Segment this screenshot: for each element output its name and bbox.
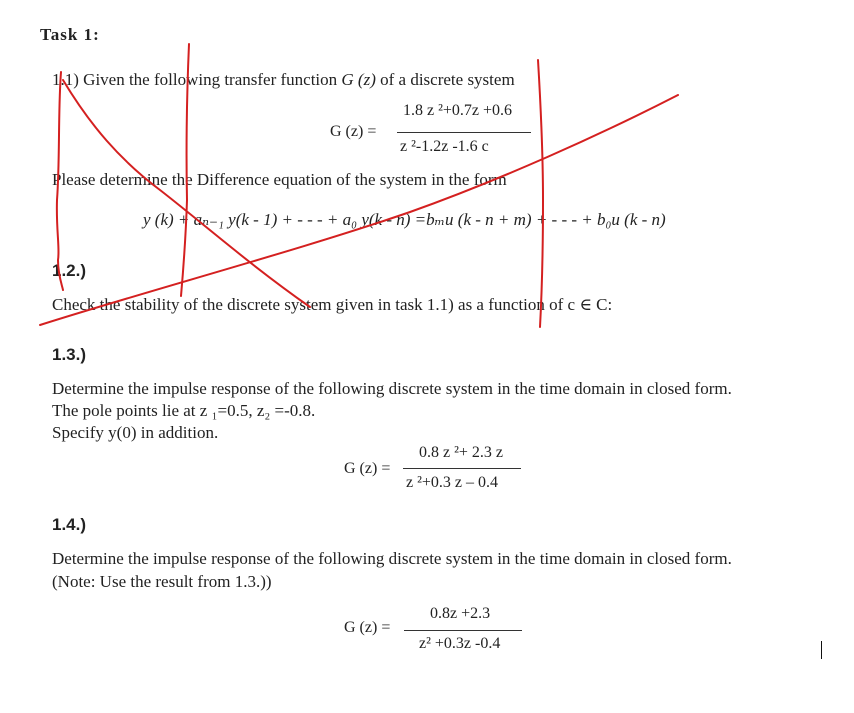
s14-heading: 1.4.) bbox=[52, 515, 87, 534]
s13-denominator: z ²+0.3 z – 0.4 bbox=[406, 474, 499, 491]
s11-difference-equation: y (k) + aₙ₋₁ y(k - 1) + - - - + a₀ y(k - n) =bₘu (k - n + m) + - - - + b₀u (k - n) bbox=[143, 210, 666, 229]
s11-gz: G (z) bbox=[341, 70, 376, 89]
s14-lhs: G (z) = bbox=[344, 619, 391, 636]
s11-intro-end: of a discrete system bbox=[380, 70, 515, 89]
pen-stroke-right-vertical bbox=[538, 60, 543, 327]
pen-stroke-left-vertical bbox=[57, 72, 63, 290]
s14-line2: (Note: Use the result from 1.3.)) bbox=[52, 572, 272, 591]
s12-text: Check the stability of the discrete system given in task 1.1) as a function of c ∈ C: bbox=[52, 295, 613, 314]
s14-numerator: 0.8z +2.3 bbox=[430, 605, 491, 622]
s11-intro-text: 1.1) Given the following transfer function bbox=[52, 70, 338, 89]
s14-line1: Determine the impulse response of the following discrete system in the time domain in closed form. bbox=[52, 549, 732, 568]
s11-numerator: 1.8 z ²+0.7z +0.6 bbox=[403, 102, 513, 119]
s13-line3: Specify y(0) in addition. bbox=[52, 423, 219, 442]
s13-lhs: G (z) = bbox=[344, 460, 391, 477]
pen-stroke-center-vertical bbox=[181, 44, 189, 296]
s11-instruction: Please determine the Difference equation of the system in the form bbox=[52, 170, 507, 189]
s13-line1: Determine the impulse response of the following discrete system in the time domain in closed form. bbox=[52, 379, 732, 398]
s13-heading: 1.3.) bbox=[52, 345, 87, 364]
s14-denominator: z² +0.3z -0.4 bbox=[419, 635, 501, 652]
s13-numerator: 0.8 z ²+ 2.3 z bbox=[419, 444, 504, 461]
s13-line2: The pole points lie at z ₁=0.5, z₂ =-0.8. bbox=[52, 401, 316, 420]
s11-lhs: G (z) = bbox=[330, 123, 377, 140]
s12-heading: 1.2.) bbox=[52, 261, 87, 280]
task-title: Task 1: bbox=[40, 25, 100, 44]
s11-denominator: z ²-1.2z -1.6 c bbox=[400, 138, 489, 155]
pen-stroke-long-diagonal bbox=[40, 95, 678, 325]
